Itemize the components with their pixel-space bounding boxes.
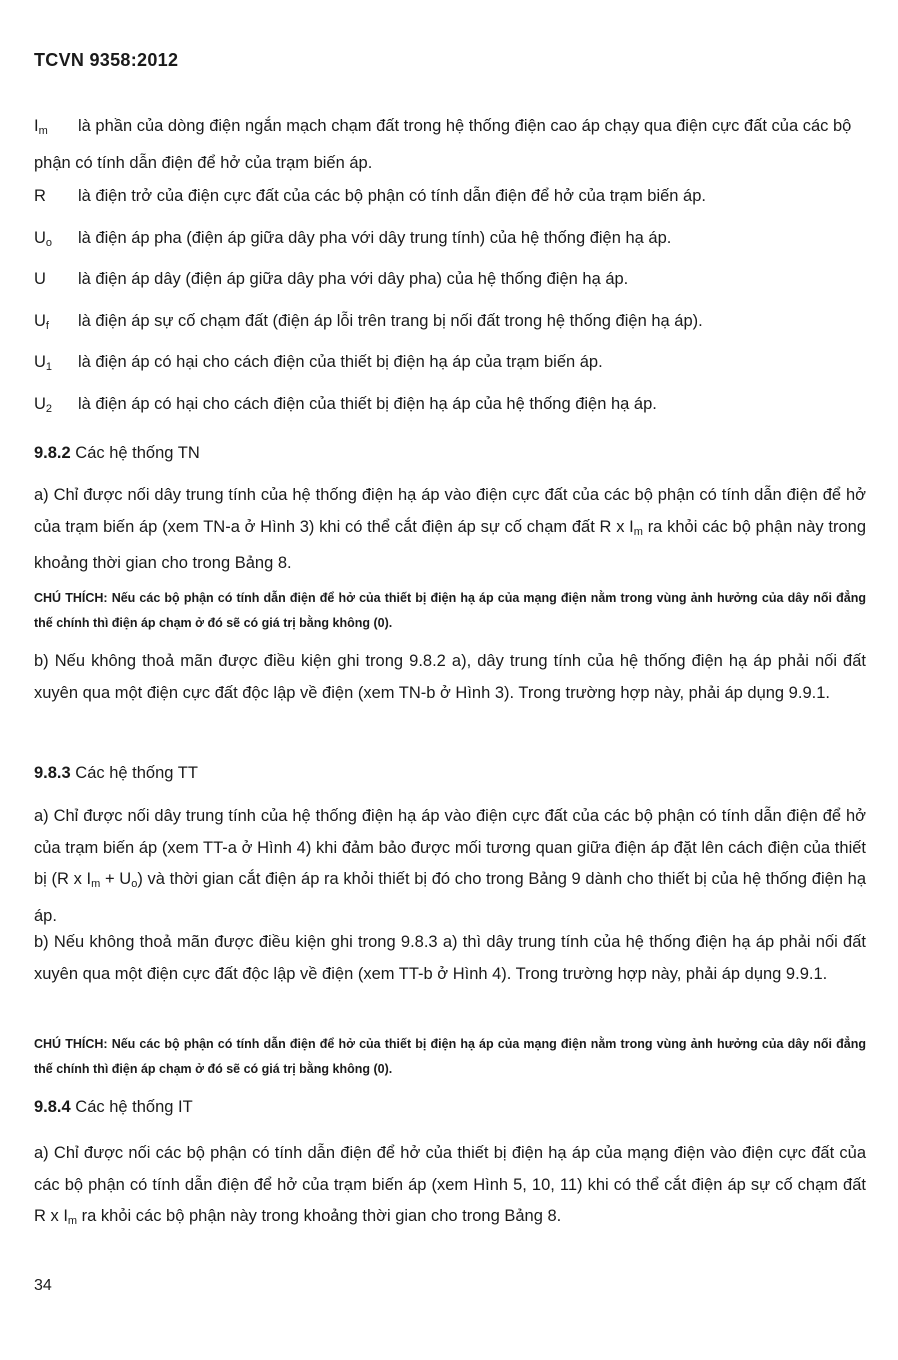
note-tn: CHÚ THÍCH: Nếu các bộ phận có tính dẫn điện để hở của thiết bị điện hạ áp của mạng điện nằm trong vùng ảnh hưởng của dây nối đẳng thế chính thì điện áp chạm ở đó sẽ có giá trị bằng không (0).	[34, 591, 866, 630]
definition-u1	[34, 346, 866, 383]
definition-u2	[34, 388, 866, 425]
note-tt: CHÚ THÍCH: Nếu các bộ phận có tính dẫn điện để hở của thiết bị điện hạ áp của mạng điện nằm trong vùng ảnh hưởng của dây nối đẳng thế chính thì điện áp chạm ở đó sẽ có giá trị bằng không (0).	[34, 1037, 866, 1076]
section-number: 9.8.2	[34, 444, 71, 462]
definition-symbol: R	[34, 187, 46, 205]
section-heading-it	[34, 1098, 193, 1117]
definition-symbol: $I_m$	[34, 117, 48, 137]
definition-im	[34, 110, 866, 179]
section-number: 9.8.3	[34, 764, 71, 782]
definition-symbol: $U_1$	[34, 353, 53, 373]
paragraph-tt-b: b) Nếu không thoả mãn được điều kiện ghi trong 9.8.3 a) thì dây trung tính của hệ thống điện hạ áp phải nối đất xuyên qua một điện cực đất độc lập về điện (xem TT-b ở Hình 4). Trong trường hợp này, phải áp dụng 9.9.1.	[34, 933, 866, 983]
section-heading-tt	[34, 764, 198, 783]
section-heading-tn	[34, 444, 200, 463]
paragraph-tn-b: b) Nếu không thoả mãn được điều kiện ghi trong 9.8.2 a), dây trung tính của hệ thống điện hạ áp phải nối đất xuyên qua một điện cực đất độc lập về điện (xem TN-b ở Hình 3). Trong trường hợp này, phải áp dụng 9.9.1.	[34, 652, 866, 702]
document-standard-title: TCVN 9358:2012	[34, 50, 179, 70]
definition-text: là điện áp sự cố chạm đất (điện áp lỗi trên trang bị nối đất trong hệ thống điện hạ áp).	[78, 312, 703, 330]
section-title: Các hệ thống TT	[75, 764, 198, 782]
definition-text: là điện áp có hại cho cách điện của thiết bị điện hạ áp của hệ thống điện hạ áp.	[78, 395, 657, 413]
definition-u	[34, 263, 866, 300]
definition-text: là điện áp dây (điện áp giữa dây pha với dây pha) của hệ thống điện hạ áp.	[78, 270, 629, 288]
definition-text: là điện áp pha (điện áp giữa dây pha với dây trung tính) của hệ thống điện hạ áp.	[78, 229, 672, 247]
definition-uf	[34, 305, 866, 342]
definition-text: là phần của dòng điện ngắn mạch chạm đất trong hệ thống điện cao áp chạy qua điện cực đất của các bộ phận có tính dẫn điện để hở của trạm biến áp.	[34, 117, 852, 172]
definition-uo	[34, 222, 866, 259]
section-title: Các hệ thống TN	[75, 444, 200, 462]
definition-r	[34, 180, 866, 217]
paragraph-tt-a: a) Chỉ được nối dây trung tính của hệ thống điện hạ áp vào điện cực đất của các bộ phận có tính dẫn điện để hở của trạm biến áp (xem TT-a ở Hình 4) khi đảm bảo được mối tương quan giữa điện áp đặt lên cách điện của thiết bị (R x $I_m + U_o$) và thời gian cắt điện áp ra khỏi thiết bị đó cho trong Bảng 9 dành cho thiết bị của hệ thống điện hạ áp.	[34, 807, 866, 925]
section-title: Các hệ thống IT	[75, 1098, 193, 1116]
definition-symbol: U	[34, 270, 46, 288]
paragraph-tn-a: a) Chỉ được nối dây trung tính của hệ thống điện hạ áp vào điện cực đất của các bộ phận có tính dẫn điện để hở của trạm biến áp (xem TN-a ở Hình 3) khi có thể cắt điện áp sự cố chạm đất R x $I_m$ ra khỏi các bộ phận này trong khoảng thời gian cho trong Bảng 8.	[34, 486, 866, 572]
definition-text: là điện trở của điện cực đất của các bộ phận có tính dẫn điện để hở của trạm biến áp.	[78, 187, 706, 205]
paragraph-it-a: a) Chỉ được nối các bộ phận có tính dẫn điện để hở của thiết bị điện hạ áp của mạng điện vào điện cực đất của các bộ phận có tính dẫn điện để hở của trạm biến áp (xem Hình 5, 10, 11) khi có thể cắt điện áp sự cố chạm đất R x $I_m$ ra khỏi các bộ phận này trong khoảng thời gian cho trong Bảng 8.	[34, 1144, 866, 1227]
definition-symbol: $U_f$	[34, 312, 49, 332]
page-number: 34	[34, 1277, 52, 1294]
definition-symbol: $U_o$	[34, 229, 53, 249]
definition-symbol: $U_2$	[34, 395, 53, 415]
section-number: 9.8.4	[34, 1098, 71, 1116]
definition-text: là điện áp có hại cho cách điện của thiết bị điện hạ áp của trạm biến áp.	[78, 353, 603, 371]
